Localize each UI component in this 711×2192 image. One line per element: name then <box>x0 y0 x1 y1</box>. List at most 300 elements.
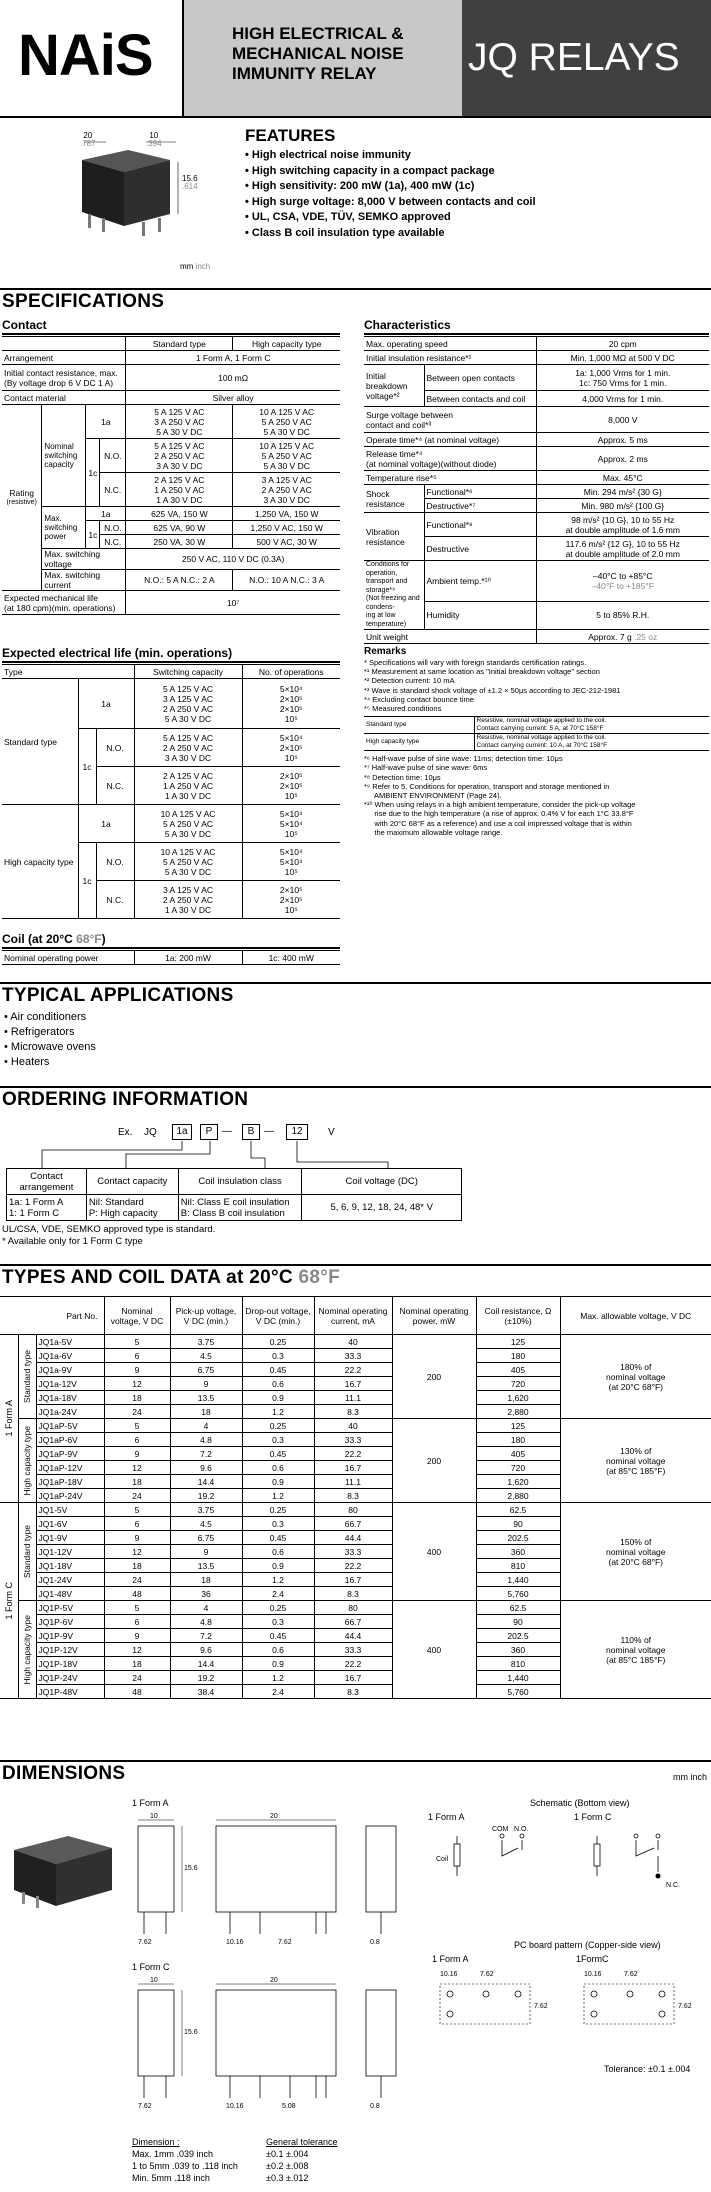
pcb-form-a-label: 1 Form A <box>432 1954 469 1964</box>
max-voltage <box>560 1601 711 1699</box>
line: ing at low temperature) <box>366 612 407 628</box>
coil-value: 22.2 <box>314 1559 392 1573</box>
svg-text:0.8: 0.8 <box>370 2103 380 2110</box>
spec-label: Max. switching current <box>42 570 126 591</box>
type-label <box>18 1419 36 1503</box>
type-label-text: High capacity type <box>22 1614 32 1685</box>
line: P: High capacity <box>88 1207 158 1219</box>
part-number: JQ1P-48V <box>36 1685 104 1699</box>
spec-value <box>536 365 709 391</box>
spec-label: N.C. <box>100 535 126 549</box>
spec-label: Nominal switching capacity <box>42 405 86 507</box>
part-number: JQ1a-18V <box>36 1391 104 1405</box>
coil-value: 202.5 <box>476 1629 560 1643</box>
spec-value <box>536 513 709 537</box>
part-number: JQ1P-9V <box>36 1629 104 1643</box>
line: Nil: Standard <box>88 1196 144 1208</box>
spec-label: Between open contacts <box>424 365 536 391</box>
line: transport and storage*⁹ <box>366 578 408 594</box>
coil-value: 22.2 <box>314 1447 392 1461</box>
spec-label: Contact material <box>2 391 126 405</box>
contact-label: N.C. <box>96 881 134 919</box>
spec-label: Functional*⁸ <box>424 513 536 537</box>
coil-value: 0.6 <box>242 1461 314 1475</box>
line: 5 A 250 V AC <box>261 416 312 427</box>
section-rule <box>0 982 711 984</box>
line: 3 A 125 V AC <box>261 474 312 485</box>
spec-value: Max. 45°C <box>536 471 709 485</box>
spec-label <box>2 365 126 391</box>
coil-value: 405 <box>476 1363 560 1377</box>
coil-value: 5,760 <box>476 1685 560 1699</box>
col-header: Pick-up voltage, V DC (min.) <box>170 1297 242 1335</box>
spec-label: 1a <box>86 507 126 521</box>
pcb-pattern-form-c <box>574 1968 704 2038</box>
svg-text:7.62: 7.62 <box>138 1939 152 1946</box>
coil-value: 24 <box>104 1573 170 1587</box>
legend-tolerance: ±0.1 ±.004 <box>266 2149 309 2159</box>
coil-value: 22.2 <box>314 1363 392 1377</box>
coil-value: 3.75 <box>170 1335 242 1349</box>
line: 3 A 30 V DC <box>263 494 310 505</box>
coil-value: 720 <box>476 1377 560 1391</box>
line: Resistive, nominal voltage applied to the coil. <box>476 717 607 725</box>
coil-value: 24 <box>104 1671 170 1685</box>
spec-label <box>364 407 536 433</box>
contact-label: N.C. <box>96 767 134 805</box>
dim-value: 20 <box>83 131 93 140</box>
line: 5 A 30 V DC <box>164 713 212 724</box>
line: Conditions for operation, <box>366 561 410 577</box>
remark: * Specifications will vary with foreign standards certification ratings. <box>364 658 587 667</box>
coil-value: 12 <box>104 1377 170 1391</box>
line: Nil: Class E coil insulation <box>180 1196 290 1208</box>
order-values <box>7 1195 87 1221</box>
legend-head: Dimension : <box>132 2137 180 2147</box>
spec-label: 1c <box>86 439 100 507</box>
line: nominal voltage <box>605 1455 666 1466</box>
order-head: Coil voltage (DC) <box>302 1169 462 1195</box>
spec-label: Initial breakdown voltage*² <box>364 365 424 407</box>
switching-capacity <box>134 767 242 805</box>
line: (Not freezing and condens- <box>366 595 420 611</box>
line: nominal voltage <box>605 1644 666 1655</box>
spec-label: Humidity <box>424 601 536 629</box>
relay-photo <box>58 130 208 280</box>
coil-value: 810 <box>476 1559 560 1573</box>
spec-value: 625 VA, 90 W <box>126 521 233 535</box>
coil-value: 125 <box>476 1419 560 1433</box>
legend-tolerance: ±0.3 ±.012 <box>266 2173 309 2183</box>
dim-drawing-form-c <box>130 1976 410 2126</box>
section-rule <box>0 1086 711 1088</box>
electrical-life-table <box>2 664 340 919</box>
svg-text:7.62: 7.62 <box>138 2103 152 2110</box>
coil-value: 1.2 <box>242 1573 314 1587</box>
max-voltage <box>560 1503 711 1601</box>
svg-text:20: 20 <box>270 1977 278 1984</box>
line: 3 A 125 V AC <box>162 693 214 704</box>
coil-data-row <box>0 1503 711 1517</box>
coil-value: 14.4 <box>170 1657 242 1671</box>
coil-value: 24 <box>104 1405 170 1419</box>
max-voltage <box>560 1419 711 1503</box>
coil-value: 66.7 <box>314 1615 392 1629</box>
part-number: JQ1a-9V <box>36 1363 104 1377</box>
col-header: Nominal operating power, mW <box>392 1297 476 1335</box>
remark: rise due to the high temperature (a rise of approx. 0.4% V for each 1°C 33.8°F <box>364 809 634 819</box>
line: 1 A 250 V AC <box>154 484 205 495</box>
svg-text:10.16: 10.16 <box>226 2103 244 2110</box>
coil-value: 11.1 <box>314 1475 392 1489</box>
remark: *⁴ Excluding contact bounce time <box>364 694 474 704</box>
line: Surge voltage between <box>366 409 453 420</box>
weight-oz: .25 oz <box>634 631 658 642</box>
order-dash: — <box>264 1126 274 1137</box>
spec-label: Max. operating speed <box>364 337 536 351</box>
rating-sub: (resistive) <box>6 498 37 506</box>
spec-label: Functional*⁶ <box>424 485 536 499</box>
dim-form-a-label: 1 Form A <box>132 1798 169 1808</box>
coil-value: 48 <box>104 1685 170 1699</box>
schematic-no-label: N.O. <box>514 1826 529 1833</box>
coil-value: 4.8 <box>170 1433 242 1447</box>
spec-value: Silver alloy <box>126 391 340 405</box>
line: 2 A 250 V AC <box>154 450 205 461</box>
line: 2×10⁵ <box>279 770 303 781</box>
line: 2 A 250 V AC <box>162 703 214 714</box>
coil-value: 33.3 <box>314 1433 392 1447</box>
line: –40°F to +185°F <box>591 580 654 591</box>
coil-value: 0.3 <box>242 1517 314 1531</box>
order-box-insulation: B <box>242 1124 260 1140</box>
spec-value: 625 VA, 150 W <box>126 507 233 521</box>
coil-value: 0.9 <box>242 1559 314 1573</box>
coil-value: 6 <box>104 1349 170 1363</box>
coil-value: 2,880 <box>476 1405 560 1419</box>
spec-value: 250 V AC, 110 V DC (0.3A) <box>126 549 340 570</box>
coil-value: 0.3 <box>242 1433 314 1447</box>
order-box-arrangement: 1a <box>172 1124 192 1140</box>
part-number: JQ1a-5V <box>36 1335 104 1349</box>
order-head: Contact capacity <box>86 1169 178 1195</box>
svg-text:20: 20 <box>270 1813 278 1820</box>
spec-value: 1a: 200 mW <box>134 951 242 965</box>
line: 5×10⁴ <box>279 732 303 743</box>
col-header: Coil resistance, Ω (±10%) <box>476 1297 560 1335</box>
contact-label: N.O. <box>96 843 134 881</box>
line: 1a: 1,000 Vrms for 1 min. <box>575 367 671 378</box>
col-header: Switching capacity <box>134 665 242 679</box>
line: contact and coil*³ <box>366 419 432 430</box>
features-title: FEATURES <box>245 126 336 145</box>
line: 3 A 250 V AC <box>154 416 205 427</box>
coil-value: 18 <box>170 1573 242 1587</box>
coil-value: 16.7 <box>314 1671 392 1685</box>
order-ex: Ex. <box>118 1127 133 1138</box>
spec-label: Ambient temp.*¹⁰ <box>424 561 536 602</box>
schematic-form-a-label: 1 Form A <box>428 1812 465 1822</box>
coil-value: 0.9 <box>242 1657 314 1671</box>
spec-value: N.O.: 5 A N.C.: 2 A <box>126 570 233 591</box>
line: 117.6 m/s² {12 G}, 10 to 55 Hz <box>565 538 680 549</box>
line: 5 A 30 V DC <box>164 828 212 839</box>
coil-value: 4.5 <box>170 1517 242 1531</box>
coil-value: 720 <box>476 1461 560 1475</box>
order-values: 5, 6, 9, 12, 18, 24, 48* V <box>302 1195 462 1221</box>
coil-value: 38.4 <box>170 1685 242 1699</box>
remark: AMBIENT ENVIRONMENT (Page 24). <box>364 791 502 801</box>
line: 98 m/s² {10 G}, 10 to 55 Hz <box>571 514 675 525</box>
spec-label: Unit weight <box>364 630 536 644</box>
contact-section <box>2 318 340 615</box>
spec-value: N.O.: 10 A N.C.: 3 A <box>233 570 340 591</box>
coil-value: 1.2 <box>242 1489 314 1503</box>
line: 10⁵ <box>284 790 298 801</box>
ordering-notes <box>2 1224 215 1248</box>
svg-text:5.08: 5.08 <box>282 2103 296 2110</box>
order-prefix: JQ <box>144 1127 157 1138</box>
legend-range: 1 to 5mm .039 to .118 inch <box>132 2161 238 2171</box>
tolerance-legend <box>132 2136 372 2184</box>
spec-value: Min. 980 m/s² {100 G} <box>536 499 709 513</box>
col-header: Max. allowable voltage, V DC <box>560 1297 711 1335</box>
coil-value: 9 <box>170 1377 242 1391</box>
coil-value: 0.45 <box>242 1447 314 1461</box>
schematic-form-a <box>440 1826 560 1896</box>
coil-value: 24 <box>104 1489 170 1503</box>
coil-value: 4.8 <box>170 1615 242 1629</box>
col-high-capacity: High capacity type <box>233 337 340 351</box>
spec-value: Min. 294 m/s² {30 G} <box>536 485 709 499</box>
spec-value: 1,250 V AC, 150 W <box>233 521 340 535</box>
spec-value: 1c: 400 mW <box>242 951 340 965</box>
coil-value: 5,760 <box>476 1587 560 1601</box>
svg-text:7.62: 7.62 <box>624 1971 638 1978</box>
coil-value: 0.25 <box>242 1335 314 1349</box>
order-head: Contact arrangement <box>7 1169 87 1195</box>
coil-value: 0.6 <box>242 1643 314 1657</box>
coil-value: 0.45 <box>242 1363 314 1377</box>
coil-value: 9 <box>104 1531 170 1545</box>
coil-value: 8.3 <box>314 1587 392 1601</box>
schematic-nc-label: N.C. <box>666 1882 680 1889</box>
part-number: JQ1a-6V <box>36 1349 104 1363</box>
spec-label: Vibration resistance <box>364 513 424 561</box>
line: (at 85°C 185°F) <box>606 1654 666 1665</box>
operations <box>242 729 340 767</box>
coil-value: 5 <box>104 1419 170 1433</box>
coil-section <box>2 932 340 965</box>
coil-value: 6 <box>104 1433 170 1447</box>
line: 5 A 250 V AC <box>261 450 312 461</box>
relay-small-graphic <box>8 1820 118 1910</box>
coil-value: 2.4 <box>242 1587 314 1601</box>
coil-value: 9 <box>104 1363 170 1377</box>
coil-value: 9.6 <box>170 1461 242 1475</box>
svg-text:7.62: 7.62 <box>678 2003 692 2010</box>
types-table <box>0 1296 711 1699</box>
photo-units <box>180 262 210 271</box>
part-number: JQ1P-24V <box>36 1671 104 1685</box>
coil-value: 33.3 <box>314 1545 392 1559</box>
electrical-life-title: Expected electrical life (min. operations) <box>2 646 340 663</box>
coil-value: 13.5 <box>170 1391 242 1405</box>
line: (at 85°C 185°F) <box>606 1465 666 1476</box>
part-number: JQ1aP-9V <box>36 1447 104 1461</box>
coil-value: 5 <box>104 1503 170 1517</box>
spec-value: Min. 1,000 MΩ at 500 V DC <box>536 351 709 365</box>
unit-mm: mm <box>180 262 194 271</box>
type-label-text: Standard type <box>22 1350 32 1403</box>
order-box-capacity: P <box>200 1124 218 1140</box>
form-label: 1c <box>78 729 96 805</box>
part-number: JQ1-5V <box>36 1503 104 1517</box>
header-subtitle <box>182 0 462 116</box>
spec-label: Temperature rise*⁵ <box>364 471 536 485</box>
photo-dim-width <box>80 132 96 148</box>
spec-value: Approx. 5 ms <box>536 433 709 447</box>
type-label: Standard type <box>2 679 78 805</box>
col-header: No. of operations <box>242 665 340 679</box>
line: Expected mechanical life <box>4 592 99 603</box>
nominal-power: 200 <box>392 1419 476 1503</box>
characteristics-title: Characteristics <box>364 318 709 335</box>
line: at double amplitude of 2.0 mm <box>565 548 680 559</box>
line: 5 A 125 V AC <box>154 406 205 417</box>
order-box-voltage: 12 <box>286 1124 308 1140</box>
line: Contact carrying current: 10 A, at 70°C 158°F <box>476 742 608 750</box>
coil-value: 1.2 <box>242 1405 314 1419</box>
coil-title-end: ) <box>101 932 106 946</box>
coil-value: 9.6 <box>170 1643 242 1657</box>
line: 5×10⁴ <box>279 846 303 857</box>
feature-item: • High surge voltage: 8,000 V between contacts and coil <box>245 195 536 208</box>
features <box>245 126 536 241</box>
part-number: JQ1-6V <box>36 1517 104 1531</box>
product-title <box>462 0 711 116</box>
coil-value: 3.75 <box>170 1503 242 1517</box>
line: 2 A 250 V AC <box>162 742 214 753</box>
form-label: 1a <box>78 679 134 729</box>
coil-value: 360 <box>476 1545 560 1559</box>
coil-value: 2.4 <box>242 1685 314 1699</box>
coil-data-row <box>0 1335 711 1349</box>
subtitle-line: IMMUNITY RELAY <box>232 64 377 83</box>
max-voltage <box>560 1335 711 1419</box>
spec-value: 1,250 VA, 150 W <box>233 507 340 521</box>
line: 110% of <box>620 1634 652 1645</box>
coil-value: 12 <box>104 1643 170 1657</box>
line: (at 20°C 68°F) <box>608 1381 663 1392</box>
line: 5×10⁴ <box>279 808 303 819</box>
switching-capacity <box>134 805 242 843</box>
coil-title <box>2 932 340 949</box>
coil-value: 22.2 <box>314 1657 392 1671</box>
svg-text:10.16: 10.16 <box>226 1939 244 1946</box>
line: 180% of <box>620 1361 652 1372</box>
spec-value: 1 Form A, 1 Form C <box>126 351 340 365</box>
spec-value <box>536 561 709 602</box>
line: B: Class B coil insulation <box>180 1207 285 1219</box>
remark: *⁸ Detection time: 10μs <box>364 772 441 782</box>
coil-value: 62.5 <box>476 1503 560 1517</box>
dim-drawing-form-a <box>130 1812 410 1962</box>
electrical-life-section <box>2 646 340 919</box>
line: (at 180 cpm)(min. operations) <box>4 602 116 613</box>
types-title-text: TYPES AND COIL DATA at 20°C <box>2 1267 293 1288</box>
coil-value: 16.7 <box>314 1573 392 1587</box>
section-rule <box>0 288 711 290</box>
product-title-text: JQ RELAYS <box>468 36 680 79</box>
line: 10⁵ <box>284 828 298 839</box>
svg-text:7.62: 7.62 <box>480 1971 494 1978</box>
line: Resistive, nominal voltage applied to the coil. <box>476 734 607 742</box>
remark: *⁵ Measured conditions <box>364 704 442 714</box>
spec-label: N.O. <box>100 439 126 473</box>
switching-capacity <box>134 843 242 881</box>
part-number: JQ1aP-24V <box>36 1489 104 1503</box>
application-item: • Heaters <box>4 1056 50 1068</box>
spec-label-line: Initial contact resistance, max. <box>4 367 118 378</box>
nominal-power: 200 <box>392 1335 476 1419</box>
spec-label: Max. switching power <box>42 507 86 549</box>
coil-value: 12 <box>104 1461 170 1475</box>
remark: *³ Wave is standard shock voltage of ±1.2 × 50μs according to JEC-212-1981 <box>364 685 621 695</box>
line: 3 A 125 V AC <box>162 884 214 895</box>
spec-value: 500 V AC, 30 W <box>233 535 340 549</box>
line: 5 A 125 V AC <box>162 683 214 694</box>
spec-value <box>233 405 340 439</box>
contact-label: N.O. <box>96 729 134 767</box>
remarks <box>364 646 709 837</box>
line: 2 A 125 V AC <box>154 474 205 485</box>
operations <box>242 843 340 881</box>
line: 1 A 30 V DC <box>164 790 212 801</box>
coil-table <box>2 950 340 965</box>
coil-value: 36 <box>170 1587 242 1601</box>
remark: with 20°C 68°F as a reference) and use a coil impressed voltage that is within <box>364 818 632 828</box>
switching-capacity <box>134 679 242 729</box>
switching-capacity <box>134 881 242 919</box>
weight-g: Approx. 7 g <box>588 631 632 642</box>
part-number: JQ1aP-18V <box>36 1475 104 1489</box>
coil-value: 7.2 <box>170 1447 242 1461</box>
part-number: JQ1P-12V <box>36 1643 104 1657</box>
rating-label <box>2 405 42 591</box>
spec-value: 10⁷ <box>126 591 340 615</box>
spec-value <box>126 405 233 439</box>
coil-value: 8.3 <box>314 1489 392 1503</box>
unit-inch: inch <box>195 262 211 271</box>
coil-value: 0.9 <box>242 1391 314 1405</box>
coil-data-row <box>0 1601 711 1615</box>
spec-value: 250 VA, 30 W <box>126 535 233 549</box>
line: –40°C to +85°C <box>593 570 653 581</box>
coil-value: 19.2 <box>170 1489 242 1503</box>
col-header: Part No. <box>0 1297 104 1335</box>
line: 5 A 250 V AC <box>162 856 214 867</box>
dim-value-inch: .394 <box>146 139 162 148</box>
order-values <box>86 1195 178 1221</box>
legend-tolerance: ±0.2 ±.008 <box>266 2161 309 2171</box>
svg-text:0.8: 0.8 <box>370 1939 380 1946</box>
coil-value: 9 <box>170 1545 242 1559</box>
ordering-title: ORDERING INFORMATION <box>2 1089 249 1110</box>
remarks-title: Remarks <box>364 646 407 657</box>
line: 5×10⁴ <box>279 818 303 829</box>
section-rule <box>0 1264 711 1266</box>
